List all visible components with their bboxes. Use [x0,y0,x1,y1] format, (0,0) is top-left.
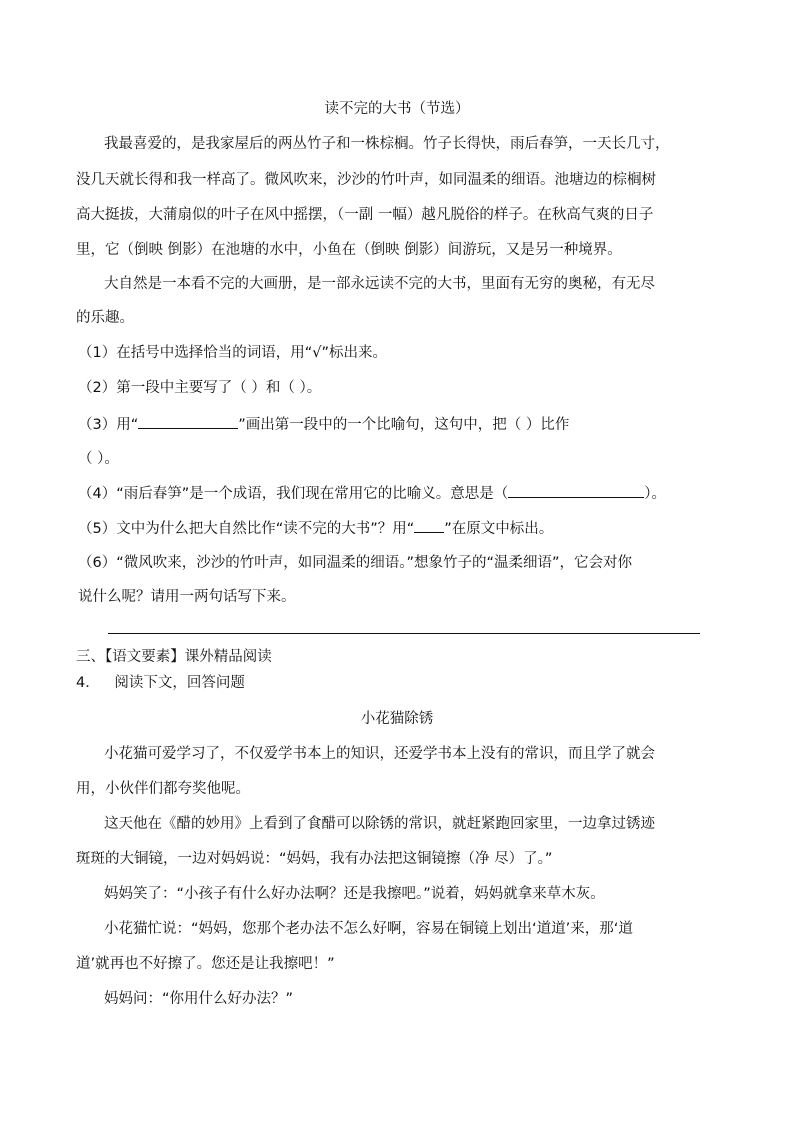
reading2-p1-line1: 小花猫可爱学习了，不仅爱学书本上的知识，还爱学书本上没有的常识，而且学了就会 [104,746,655,762]
question-instruction: 阅读下文，回答问题 [114,675,245,691]
reading1-p1-line1: 我最喜爱的，是我家屋后的两丛竹子和一株棕榈。竹子长得快，雨后春笋，一天长几寸， [104,136,670,152]
question-4-answer-blank[interactable] [508,483,644,498]
question-6-line2: 说什么呢？请用一两句话写下来。 [78,589,296,605]
question-3-part1: （3）用“ [78,417,139,433]
question-3-cont: （ ）。 [78,451,119,467]
reading2-p2-line1: 这天他在《醋的妙用》上看到了食醋可以除锈的常识，就赶紧跑回家里，一边拿过锈迹 [104,816,655,832]
question-3-part2: ”画出第一段中的一个比喻句，这句中，把（ ）比作 [238,417,570,433]
reading2-p4-line1: 小花猫忙说：“妈妈，您那个老办法不怎么好啊，容易在铜镜上划出‘道道’来，那‘道 [104,921,633,937]
reading1-p2-line2: 的乐趣。 [76,310,134,326]
reading2-p5: 妈妈问：“你用什么好办法？” [104,991,294,1007]
question-5 [78,518,553,538]
reading1-title: 读不完的大书（节选） [324,101,470,117]
question-6-line1: （6）“微风吹来，沙沙的竹叶声，如同温柔的细语。”想象竹子的“温柔细语”，它会对你 [78,555,633,571]
reading2-title: 小花猫除锈 [360,711,434,727]
question-4-part1: （4）“雨后春笋”是一个成语，我们现在常用它的比喻义。意思是（ [78,486,509,502]
question-4-header [76,673,245,693]
reading1-p1-line3: 高大挺拔，大蒲扇似的叶子在风中摇摆，（一副 一幅）越凡脱俗的样子。在秋高气爽的日子 [76,207,654,223]
underline-answer-blank[interactable] [138,414,238,429]
reading2-p3: 妈妈笑了：“小孩子有什么好办法啊？还是我擦吧。”说着，妈妈就拿来草木灰。 [104,886,605,902]
question-4 [78,483,666,503]
reading1-p1-line4: 里，它（倒映 倒影）在池塘的水中，小鱼在（倒映 倒影）间游玩，又是另一种境界。 [76,242,622,258]
question-5-part1: （5）文中为什么把大自然比作“读不完的大书”？用“ [78,521,415,537]
question-5-part2: ”在原文中标出。 [444,521,554,537]
reading2-p2-line2: 斑斑的大铜镜，一边对妈妈说：“妈妈，我有办法把这铜镜擦（净 尽）了。” [76,851,553,867]
question-number: 4． [76,675,100,691]
question-3 [78,414,569,434]
reading2-p1-line2: 用，小伙伴们都夸奖他呢。 [76,781,250,797]
question-1: （1）在括号中选择恰当的词语，用“√”标出来。 [78,345,387,361]
reading1-p2-line1: 大自然是一本看不完的大画册，是一部永远读不完的大书，里面有无穷的奥秘，有无尽 [104,276,655,292]
question-4-part2: ）。 [644,486,666,502]
reading2-p4-line2: 道’就再也不好擦了。您还是让我擦吧！” [76,956,335,972]
question-2: （2）第一段中主要写了（ ）和（ ）。 [78,380,322,396]
reading1-p1-line2: 没几天就长得和我一样高了。微风吹来，沙沙的竹叶声，如同温柔的细语。池塘边的棕榈树 [76,172,656,188]
section-3-heading: 三、【语文要素】课外精品阅读 [76,649,272,665]
question-6-answer-line[interactable] [108,633,700,634]
question-5-mark-sample [414,518,444,533]
